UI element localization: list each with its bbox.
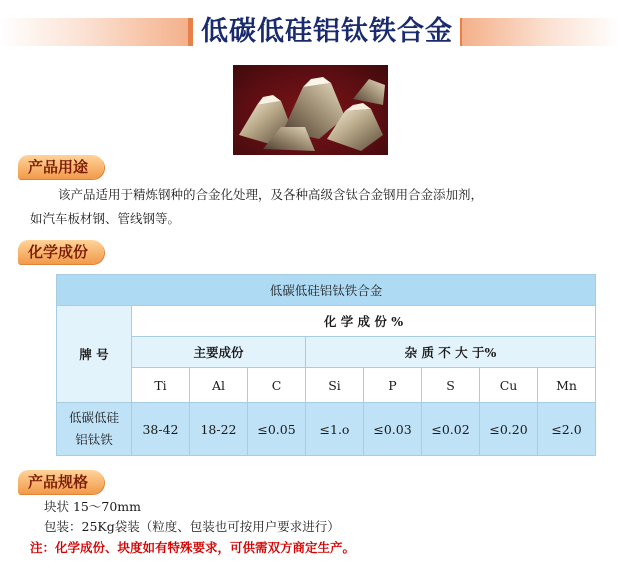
- usage-text-line-1: 该产品适用于精炼钢种的合金化处理，及各种高级含钛合金钢用合金添加剂，: [58, 187, 484, 202]
- value-cell: ≤0.05: [248, 403, 306, 456]
- footnote: 注：化学成份、块度如有特殊要求，可供需双方商定生产。: [30, 540, 356, 555]
- impurities-header: 杂 质 不 大 于%: [306, 337, 596, 368]
- column-header: Mn: [538, 368, 596, 403]
- alloy-ingots-image: [233, 65, 388, 155]
- brand-cell: [57, 403, 132, 456]
- value-cell: ≤2.0: [538, 403, 596, 456]
- column-header: S: [422, 368, 480, 403]
- value-cell: 18-22: [190, 403, 248, 456]
- product-photo: [233, 65, 388, 155]
- column-header: Al: [190, 368, 248, 403]
- brand-header: 牌 号: [57, 306, 132, 403]
- column-header: P: [364, 368, 422, 403]
- table-caption: 低碳低硅铝钛铁合金: [57, 275, 596, 306]
- brand-line-2: 铝钛铁: [75, 432, 113, 447]
- column-header: Cu: [480, 368, 538, 403]
- value-cell: ≤0.03: [364, 403, 422, 456]
- spec-text-line-1: 块状 15～70mm: [44, 499, 141, 514]
- value-cell: ≤1.o: [306, 403, 364, 456]
- header-bar-right: [462, 18, 620, 46]
- value-cell: ≤0.02: [422, 403, 480, 456]
- header-accent-left: [188, 18, 193, 46]
- brand-line-1: 低碳低硅: [68, 410, 119, 425]
- composition-table: [56, 274, 596, 456]
- section-badge-spec: 产品规格: [18, 470, 104, 494]
- page-title: 低碳低硅铝钛铁合金: [201, 16, 453, 47]
- chem-header: 化 学 成 份 %: [132, 306, 596, 337]
- value-cell: ≤0.20: [480, 403, 538, 456]
- main-components-header: 主要成份: [132, 337, 306, 368]
- column-header: Si: [306, 368, 364, 403]
- header-bar-left: [0, 18, 190, 46]
- section-badge-usage: 产品用途: [18, 155, 104, 179]
- usage-text-line-2: 如汽车板材钢、管线钢等。: [30, 211, 181, 226]
- column-header: Ti: [132, 368, 190, 403]
- value-cell: 38-42: [132, 403, 190, 456]
- column-header: C: [248, 368, 306, 403]
- composition-table-wrap: [56, 274, 596, 456]
- spec-text-line-2: 包装：25Kg袋装（粒度、包装也可按用户要求进行）: [44, 519, 340, 534]
- section-badge-composition: 化学成份: [18, 240, 104, 264]
